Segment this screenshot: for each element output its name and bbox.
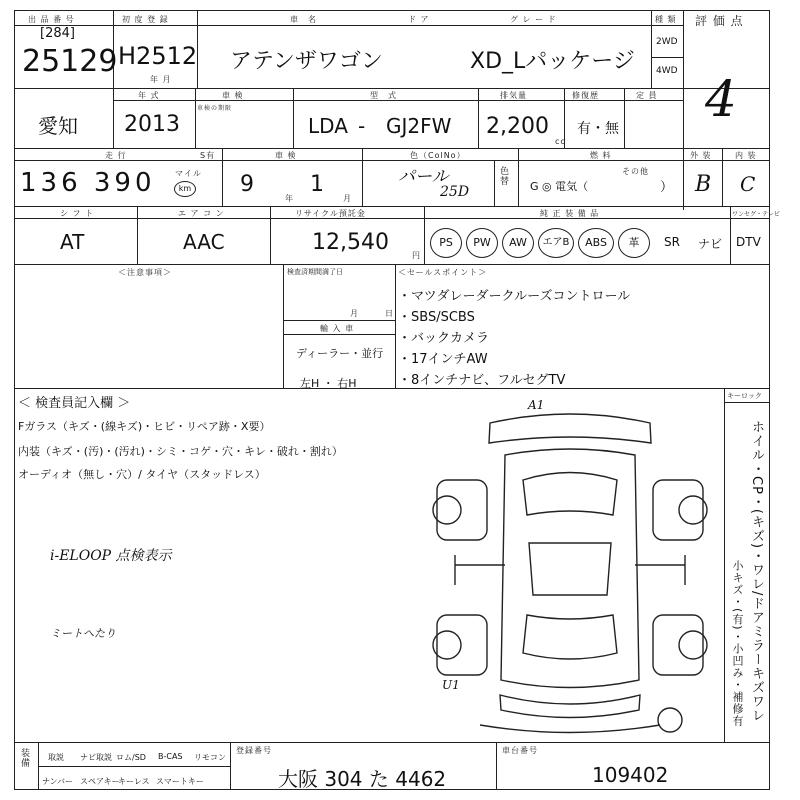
exterior-grade: B: [695, 172, 712, 197]
footer-item: キーレス: [118, 777, 150, 786]
shaken-day: 1: [310, 172, 324, 197]
interior-grade: C: [740, 172, 756, 196]
doors-label: ド ア: [408, 15, 430, 24]
sales-point-item: ・8インチナビ、フルセグTV: [398, 373, 566, 388]
plate-number: 大阪 304 た 4462: [278, 767, 447, 791]
equip-sr: SR: [664, 235, 680, 249]
fuel-options: G ◎ 電気（: [530, 180, 589, 193]
color-label: 色（ColNo）: [410, 151, 466, 160]
model-code: GJ2FW: [386, 114, 452, 138]
keyless-label: キーロック: [727, 392, 762, 400]
repair-value: 有・無: [577, 121, 619, 137]
drive-4wd: 4WD: [656, 66, 678, 76]
sales-point-item: ・17インチAW: [398, 352, 488, 367]
first-reg-unit: 年 月: [150, 75, 172, 84]
footer-item: ナビ取説: [80, 753, 112, 762]
shift-value: AT: [60, 230, 85, 254]
tv-header: ワンセグ・テレビ: [732, 211, 780, 218]
footer-item: 取説: [48, 753, 64, 762]
footer-item: スマートキー: [156, 777, 204, 786]
equip-airbag: エアB: [538, 228, 574, 258]
aircon-value: AAC: [183, 230, 225, 254]
record-line-audio-tire: オーディオ（無し・穴）/ タイヤ（スタッドレス）: [18, 468, 266, 481]
model-name-label: 車 名: [290, 15, 317, 24]
footer-item: ナンバー: [42, 777, 74, 786]
sales-point-item: ・バックカメラ: [398, 331, 490, 346]
equip-leather: 革: [618, 228, 650, 258]
exterior-label: 外 装: [690, 151, 712, 160]
recycle-label: リサイクル預託金: [295, 209, 366, 218]
shaken-year-label: 年: [285, 194, 294, 203]
sales-point-item: ・SBS/SCBS: [398, 310, 475, 325]
inspection-label: 車 検: [222, 91, 244, 100]
shaken-label: 車 検: [275, 151, 297, 160]
model-prefix: LDA: [308, 114, 348, 138]
import-label: 輸 入 車: [320, 324, 355, 333]
footer-equipment-label: 装備: [19, 748, 29, 768]
capacity-label: 定 員: [636, 91, 658, 100]
first-registration: H2512: [118, 42, 198, 70]
diagram-mark-u1: U1: [442, 678, 460, 692]
equip-abs: ABS: [578, 228, 614, 258]
interior-label: 内 装: [735, 151, 757, 160]
side-note-wheel: ホイル・CP・(キズ)・ワレ/ドアミラーキズワレ: [749, 420, 764, 723]
chassis-label: 車台番号: [502, 746, 538, 755]
inspection-sub-label: 車検の期限: [197, 105, 233, 112]
handwritten-note: i-ELOOP 点検表示: [50, 548, 172, 564]
mileage-unit-mile: マイル: [175, 169, 202, 178]
car-grade: XD_Lパッケージ: [470, 49, 635, 74]
car-damage-diagram: [425, 395, 715, 735]
inspection-date-month: 月: [350, 309, 359, 318]
aircon-label: エ ア コ ン: [178, 209, 225, 218]
record-line-interior: 内装（キズ・(汚)・(汚れ)・シミ・コゲ・穴・キレ・破れ・割れ）: [18, 445, 343, 458]
grade-label: グ レ ー ド: [510, 15, 557, 24]
side-note-scratch: 小キズ・(有)・小凹み・補修有: [731, 560, 744, 727]
lot-sub-number: [284]: [40, 26, 75, 41]
car-name: アテンザワゴン: [230, 49, 383, 74]
sales-points-label: ＜セールスポイント＞: [398, 268, 488, 277]
rating-value: 4: [705, 70, 737, 128]
displacement-unit: cc: [555, 137, 566, 146]
import-dealer: ディーラー・並行: [296, 347, 384, 360]
footer-item: リモコン: [194, 753, 226, 762]
lot-number: 25129: [22, 44, 118, 79]
region: 愛知: [38, 114, 78, 138]
shaken-month: 9: [240, 172, 254, 197]
color-name: パール: [398, 167, 449, 187]
chassis-number: 109402: [592, 763, 669, 787]
displacement-label: 排気量: [500, 91, 527, 100]
fuel-label: 燃 料: [590, 151, 612, 160]
sales-point-item: ・マツダレーダークルーズコントロール: [398, 289, 631, 304]
mileage: 136 390: [20, 168, 156, 198]
inspection-date-day: 日: [385, 309, 394, 318]
mileage-label: 走 行: [105, 151, 127, 160]
drive-label: 種 類: [655, 15, 677, 24]
handwritten-note: ミートへたり: [50, 627, 116, 640]
notes-label: ＜注意事項＞: [118, 268, 172, 277]
footer-item: ロム/SD: [116, 753, 146, 762]
mileage-unit-km: km: [174, 181, 196, 197]
shift-label: シ フ ト: [60, 209, 95, 218]
displacement: 2,200: [486, 114, 549, 139]
shaken-month-label: 月: [343, 194, 352, 203]
equipment-label: 純 正 装 備 品: [540, 209, 600, 218]
year-label: 年 式: [138, 91, 160, 100]
import-steering: 左H ・ 右H: [300, 377, 357, 390]
equip-dtv: DTV: [736, 235, 761, 249]
record-line-glass: Fガラス（キズ・(線キズ)・ヒビ・リペア跡・X要）: [18, 420, 271, 433]
inspection-record-label: ＜ 検査員記入欄 ＞: [18, 396, 131, 411]
diagram-mark-a1: A1: [528, 398, 545, 412]
footer-item: スペアキー: [80, 777, 120, 786]
first-reg-label: 初 度 登 録: [122, 15, 169, 24]
equip-ps: PS: [430, 228, 462, 258]
equip-aw: AW: [502, 228, 534, 258]
plate-label: 登録番号: [236, 746, 272, 755]
lot-label: 出 品 番 号: [28, 15, 75, 24]
repair-label: 修復歴: [572, 91, 599, 100]
rating-label: 評 価 点: [695, 14, 744, 28]
shaken-marker: S有: [200, 151, 216, 160]
year: 2013: [124, 112, 180, 137]
equip-pw: PW: [466, 228, 498, 258]
equip-navi: ナビ: [698, 237, 723, 251]
drive-2wd: 2WD: [656, 37, 678, 47]
inspection-date-label: 検査済期間満了日: [287, 268, 343, 276]
footer-item: B-CAS: [158, 752, 183, 761]
color-code: 25D: [440, 184, 470, 200]
fuel-close: ）: [660, 180, 674, 195]
model-code-label: 型 式: [370, 91, 397, 100]
recycle-value: 12,540: [312, 230, 389, 255]
model-dash: -: [358, 114, 366, 138]
fuel-other: その他: [622, 167, 649, 176]
recycle-unit: 円: [412, 251, 421, 260]
color-change-label: 色替: [498, 166, 508, 186]
